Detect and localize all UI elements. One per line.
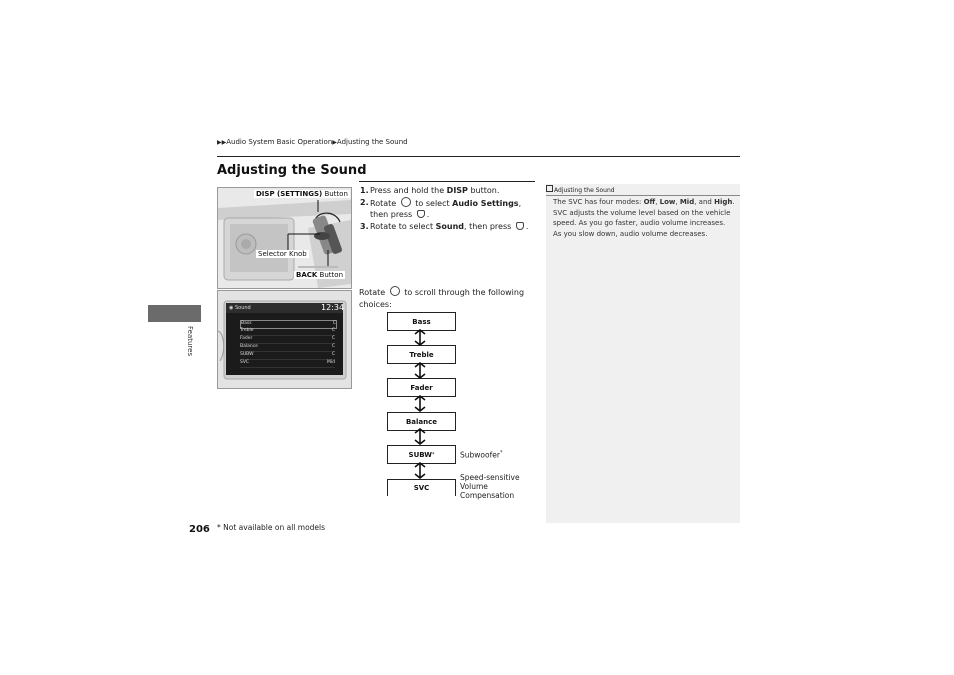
sound-screen [226, 303, 343, 375]
choice-balance: Balance [387, 412, 456, 431]
notes-body: The SVC has four modes: Off, Low, Mid, and High. SVC adjusts the volume level based on the vehicle speed. As you go faster, audio volume increases. As you slow down, audio volume decreases. [553, 198, 735, 238]
double-arrow-icon [412, 329, 428, 346]
screen-clock: 12:34 [321, 303, 345, 312]
step-2: 2. Rotate to select Audio Settings, then press . [360, 197, 522, 219]
screen-row-label: Fader [240, 336, 253, 341]
choice-bass: Bass [387, 312, 456, 331]
double-arrow-icon [412, 395, 428, 412]
page-number: 206 [189, 524, 210, 535]
top-divider [217, 156, 740, 157]
screen-row [240, 328, 335, 336]
selector-knob-icon [401, 197, 411, 207]
screen-row-label: Bass [241, 321, 252, 326]
breadcrumb-arrow-icon: ▶▶ [217, 139, 227, 146]
selector-knob-icon [390, 286, 400, 296]
dashboard-photo [217, 187, 352, 289]
back-button-callout: BACK Button [296, 271, 344, 279]
choice-treble: Treble [387, 345, 456, 364]
steps-list [360, 185, 538, 232]
screen-row-value: C [331, 328, 335, 333]
choice-svc: SVC [387, 479, 456, 496]
breadcrumb-arrow-icon: ▶ [332, 139, 337, 146]
screen-row-label: SVC [240, 360, 250, 365]
sound-screen-photo [217, 290, 352, 389]
choice-subw: SUBW * [387, 445, 456, 464]
screen-row-label: SUBW [240, 352, 254, 357]
choice-fader: Fader [387, 378, 456, 397]
double-arrow-icon [412, 428, 428, 445]
screen-row-value: C [331, 352, 335, 357]
breadcrumb-item-1[interactable]: Audio System Basic Operation [226, 138, 333, 146]
screen-row [240, 344, 335, 352]
press-knob-icon [417, 210, 425, 218]
notes-heading: Adjusting the Sound [546, 185, 740, 196]
subwoofer-note: Subwoofer* [460, 450, 503, 460]
screen-row [240, 352, 335, 360]
sound-icon: ◉ [229, 305, 234, 311]
double-arrow-icon [412, 362, 428, 379]
screen-row-label: Balance [240, 344, 258, 349]
double-arrow-icon [412, 462, 428, 479]
screen-row-value: C [331, 336, 335, 341]
section-tab[interactable] [148, 305, 201, 322]
screen-title: ◉ Sound [229, 305, 251, 311]
page-title: Adjusting the Sound [217, 163, 367, 178]
svc-note: Speed-sensitive Volume Compensation [460, 473, 520, 500]
screen-row [240, 360, 335, 368]
note-icon [546, 185, 553, 192]
section-label: Features [186, 326, 194, 357]
step-3: 3. Rotate to select Sound, then press . [360, 221, 529, 231]
selector-knob-callout: Selector Knob [258, 250, 307, 258]
screen-row-value: C [332, 321, 336, 326]
step-1: 1. Press and hold the DISP button. [360, 186, 500, 195]
choices-intro: Rotate to scroll through the following choices: [359, 288, 525, 309]
steps-divider [359, 181, 535, 182]
screen-row-label: Treble [240, 328, 254, 333]
press-knob-icon [516, 222, 524, 230]
screen-row-value: Mid [327, 360, 335, 365]
screen-row [240, 336, 335, 344]
breadcrumb [217, 138, 408, 146]
breadcrumb-item-2[interactable]: Adjusting the Sound [336, 138, 408, 146]
footnote: * Not available on all models [217, 523, 326, 532]
disp-button-callout: DISP (SETTINGS) Button [256, 190, 348, 198]
screen-row-value: C [331, 344, 335, 349]
